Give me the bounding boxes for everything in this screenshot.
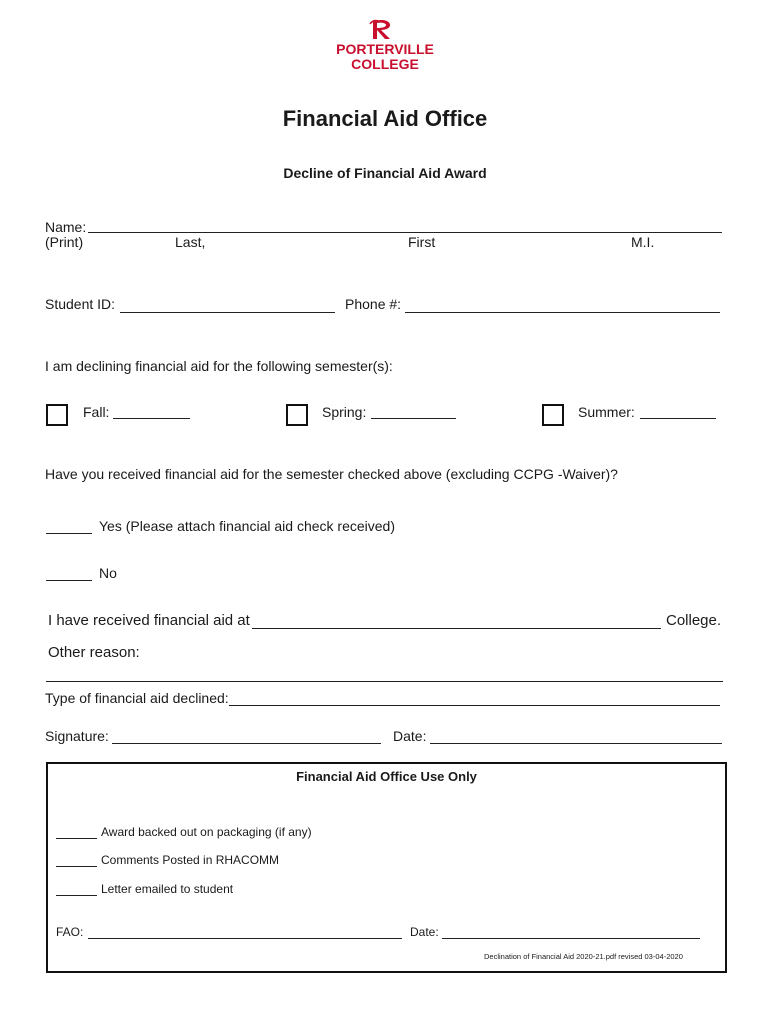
comments-posted-label: Comments Posted in RHACOMM xyxy=(101,853,280,867)
other-reason-label: Other reason: xyxy=(48,644,140,661)
student-id-field[interactable] xyxy=(120,312,335,313)
type-declined-label: Type of financial aid declined: xyxy=(45,690,229,706)
fao-label: FAO: xyxy=(56,925,84,939)
signature-label: Signature: xyxy=(45,728,109,744)
name-field[interactable] xyxy=(88,232,722,233)
college-suffix: College. xyxy=(666,612,722,629)
letter-emailed-blank[interactable] xyxy=(56,895,97,896)
phone-label: Phone #: xyxy=(345,296,402,312)
document-footer: Declination of Financial Aid 2020-21.pdf revised 03-04-2020 xyxy=(484,952,683,961)
award-backed-label: Award backed out on packaging (if any) xyxy=(101,825,312,839)
office-date-label: Date: xyxy=(410,925,439,939)
summer-label: Summer: xyxy=(578,404,635,420)
logo-line-1: PORTERVILLE xyxy=(336,41,434,57)
date-field[interactable] xyxy=(430,743,722,744)
received-at-field[interactable] xyxy=(252,628,661,629)
logo-line-2: COLLEGE xyxy=(351,56,419,72)
signature-field[interactable] xyxy=(112,743,381,744)
summer-field[interactable] xyxy=(640,418,716,419)
name-last-label: Last, xyxy=(175,234,206,250)
fall-checkbox[interactable] xyxy=(46,404,68,426)
porterville-emblem-icon xyxy=(300,18,470,40)
name-mi-label: M.I. xyxy=(631,234,655,250)
name-label: Name: xyxy=(45,219,87,235)
other-reason-field[interactable] xyxy=(46,681,723,682)
spring-checkbox[interactable] xyxy=(286,404,308,426)
date-label: Date: xyxy=(393,728,427,744)
received-question: Have you received financial aid for the semester checked above (excluding CCPG -Waiver)? xyxy=(45,466,618,482)
semesters-prompt: I am declining financial aid for the following semester(s): xyxy=(45,358,393,374)
award-backed-blank[interactable] xyxy=(56,838,97,839)
college-logo xyxy=(300,18,470,74)
student-id-label: Student ID: xyxy=(45,296,116,312)
page-title: Financial Aid Office xyxy=(282,106,488,131)
name-print-label: (Print) xyxy=(45,234,84,250)
no-option-label: No xyxy=(99,565,117,581)
office-use-box xyxy=(46,762,727,973)
name-first-label: First xyxy=(408,234,436,250)
office-use-heading: Financial Aid Office Use Only xyxy=(296,769,477,784)
yes-option-label: Yes (Please attach financial aid check received) xyxy=(99,518,395,534)
fall-field[interactable] xyxy=(113,418,190,419)
spring-field[interactable] xyxy=(371,418,456,419)
received-at-label: I have received financial aid at xyxy=(48,612,250,629)
type-declined-field[interactable] xyxy=(229,705,720,706)
comments-posted-blank[interactable] xyxy=(56,866,97,867)
phone-field[interactable] xyxy=(405,312,720,313)
letter-emailed-label: Letter emailed to student xyxy=(101,882,234,896)
no-blank[interactable] xyxy=(46,580,92,581)
fao-field[interactable] xyxy=(88,938,402,939)
summer-checkbox[interactable] xyxy=(542,404,564,426)
yes-blank[interactable] xyxy=(46,533,92,534)
office-date-field[interactable] xyxy=(442,938,700,939)
spring-label: Spring: xyxy=(322,404,367,420)
form-subtitle: Decline of Financial Aid Award xyxy=(283,165,487,181)
fall-label: Fall: xyxy=(83,404,110,420)
